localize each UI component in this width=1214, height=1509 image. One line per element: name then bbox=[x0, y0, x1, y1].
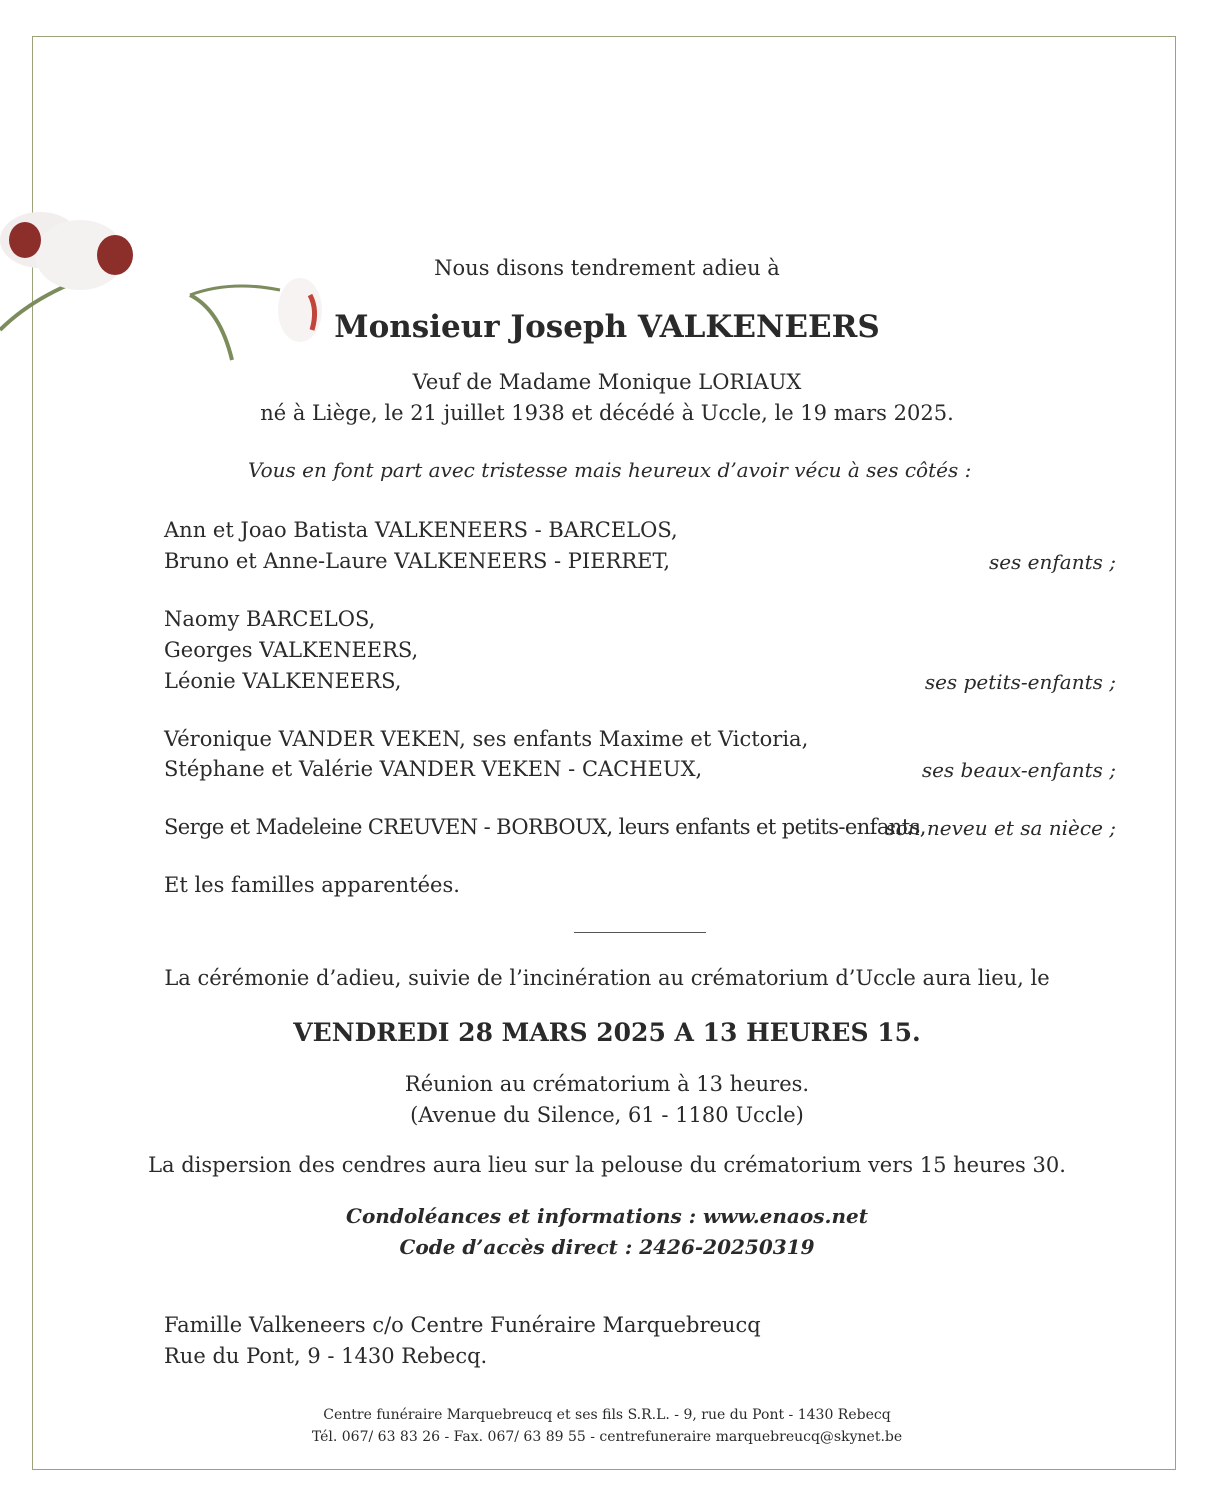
family-stepchildren-2: Stéphane et Valérie VANDER VEKEN - CACHEUX, bbox=[164, 757, 703, 781]
footer-line-1: Centre funéraire Marquebreucq et ses fils S.R.L. - 9, rue du Pont - 1430 Rebecq bbox=[323, 1407, 891, 1423]
ceremony-address: (Avenue du Silence, 61 - 1180 Uccle) bbox=[410, 1103, 804, 1127]
orchid-illustration bbox=[0, 200, 360, 380]
nephew-label: son neveu et sa nièce ; bbox=[885, 816, 1116, 840]
family-children-1: Ann et Joao Batista VALKENEERS - BARCELOS, bbox=[164, 518, 678, 542]
ceremony-date: VENDREDI 28 MARS 2025 A 13 HEURES 15. bbox=[293, 1018, 921, 1047]
family-grandchildren-1: Naomy BARCELOS, bbox=[164, 607, 376, 631]
family-children-2: Bruno et Anne-Laure VALKENEERS - PIERRET, bbox=[164, 549, 671, 573]
spouse-line: Veuf de Madame Monique LORIAUX bbox=[412, 370, 802, 394]
grandchildren-label: ses petits-enfants ; bbox=[924, 670, 1116, 694]
condolences-line: Condoléances et informations : www.enaos.net bbox=[346, 1204, 868, 1228]
family-stepchildren-1: Véronique VANDER VEKEN, ses enfants Maxime et Victoria, bbox=[164, 727, 809, 751]
footer-line-2: Tél. 067/ 63 83 26 - Fax. 067/ 63 89 55 - centrefuneraire marquebreucq@skynet.be bbox=[311, 1429, 903, 1445]
family-grandchildren-2: Georges VALKENEERS, bbox=[164, 638, 419, 662]
contact-line-2: Rue du Pont, 9 - 1430 Rebecq. bbox=[164, 1344, 488, 1368]
tagline: Vous en font part avec tristesse mais heureux d’avoir vécu à ses côtés : bbox=[248, 458, 972, 482]
dates-line: né à Liège, le 21 juillet 1938 et décédé à Uccle, le 19 mars 2025. bbox=[260, 401, 954, 425]
intro-text: Nous disons tendrement adieu à bbox=[434, 256, 780, 280]
ceremony-dispersion: La dispersion des cendres aura lieu sur la pelouse du crématorium vers 15 heures 30. bbox=[148, 1153, 1066, 1177]
children-label: ses enfants ; bbox=[988, 550, 1116, 574]
family-grandchildren-3: Léonie VALKENEERS, bbox=[164, 669, 402, 693]
access-code-line: Code d’accès direct : 2426-20250319 bbox=[399, 1235, 815, 1259]
contact-line-1: Famille Valkeneers c/o Centre Funéraire Marquebreucq bbox=[164, 1313, 761, 1337]
ceremony-intro: La cérémonie d’adieu, suivie de l’incinération au crématorium d’Uccle aura lieu, le bbox=[164, 966, 1050, 990]
separator-line bbox=[574, 932, 706, 933]
stepchildren-label: ses beaux-enfants ; bbox=[921, 758, 1116, 782]
deceased-name: Monsieur Joseph VALKENEERS bbox=[334, 309, 880, 345]
ceremony-meeting: Réunion au crématorium à 13 heures. bbox=[404, 1072, 810, 1096]
family-relatives: Et les familles apparentées. bbox=[164, 873, 460, 897]
family-nephew: Serge et Madeleine CREUVEN - BORBOUX, leurs enfants et petits-enfants, bbox=[164, 815, 926, 839]
